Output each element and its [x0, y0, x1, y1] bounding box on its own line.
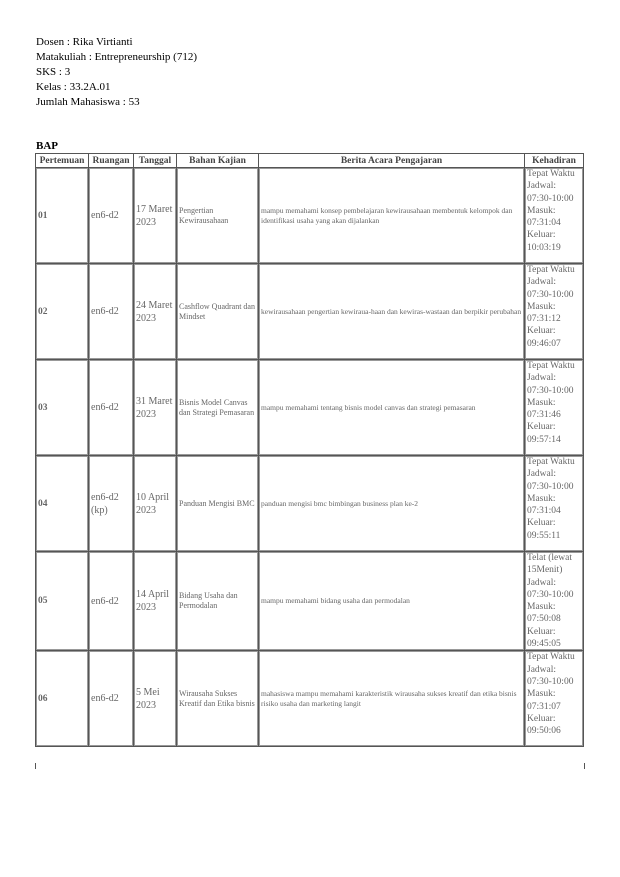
header-bahan-kajian: Bahan Kajian — [177, 154, 259, 168]
header-kehadiran: Kehadiran — [525, 154, 584, 168]
tanggal-cell: 14 April 2023 — [134, 552, 177, 651]
kehadiran-cell — [525, 456, 584, 552]
tanggal-cell: 24 Maret 2023 — [134, 264, 177, 360]
berita-acara-cell: kewirausahaan pengertian kewiraua-haan dan kewiras-wastaan dan berpikir perubahan — [259, 264, 525, 360]
kehadiran-line: 10:03:19 — [527, 242, 561, 253]
kehadiran-line: Keluar: — [527, 713, 556, 724]
kehadiran-line: Tepat Waktu — [527, 265, 575, 275]
kehadiran-line: 07:30-10:00 — [527, 385, 574, 396]
tanggal-cell: 5 Mei 2023 — [134, 651, 177, 747]
kehadiran-line: 07:30-10:00 — [527, 676, 574, 687]
kehadiran-line: 07:50:08 — [527, 614, 561, 625]
berita-acara-cell: panduan mengisi bmc bimbingan business plan ke-2 — [259, 456, 525, 552]
bap-table — [35, 153, 584, 747]
header-berita-acara: Berita Acara Pengajaran — [259, 154, 525, 168]
bap-title: BAP — [36, 140, 58, 152]
pertemuan-cell: 02 — [36, 264, 89, 360]
kehadiran-line: Keluar: — [527, 518, 556, 529]
header-pertemuan: Pertemuan — [36, 154, 89, 168]
kehadiran-line: 09:55:11 — [527, 530, 561, 541]
table-row — [36, 360, 584, 456]
header-tanggal: Tanggal — [134, 154, 177, 168]
kehadiran-line: 09:46:07 — [527, 338, 561, 349]
credits-line: SKS : 3 — [36, 66, 71, 78]
kehadiran-line: Masuk: — [527, 602, 556, 613]
ruangan-cell: en6-d2 (kp) — [89, 456, 134, 552]
table-row — [36, 552, 584, 651]
course-info — [36, 35, 197, 110]
kehadiran-line: Tepat Waktu — [527, 457, 575, 467]
kehadiran-line: 07:30-10:00 — [527, 481, 574, 492]
lecturer-line: Dosen : Rika Virtianti — [36, 36, 133, 48]
kehadiran-line: Masuk: — [527, 301, 556, 312]
bahan-kajian-cell: Wirausaha Sukses Kreatif dan Etika bisnis — [177, 651, 259, 747]
kehadiran-line: Jadwal: — [527, 373, 557, 384]
berita-acara-cell: mahasiswa mampu memahami karakteristik wirausaha sukses kreatif dan etika bisnis risiko usaha dan marketing langit — [259, 651, 525, 747]
table-header-row — [36, 154, 584, 168]
kehadiran-line: Keluar: — [527, 230, 556, 241]
bahan-kajian-cell: Cashflow Quadrant dan Mindset — [177, 264, 259, 360]
kehadiran-line: Masuk: — [527, 689, 556, 700]
kehadiran-line: 07:30-10:00 — [527, 289, 574, 300]
kehadiran-line: 07:31:46 — [527, 410, 561, 421]
student-count-line: Jumlah Mahasiswa : 53 — [36, 96, 140, 108]
kehadiran-line: Telat (lewat — [527, 553, 572, 563]
course-line: Matakuliah : Entrepreneurship (712) — [36, 51, 197, 63]
kehadiran-line: 07:30-10:00 — [527, 193, 574, 204]
bahan-kajian-cell: Panduan Mengisi BMC — [177, 456, 259, 552]
table-row — [36, 651, 584, 747]
kehadiran-line: Jadwal: — [527, 277, 557, 288]
kehadiran-line: Masuk: — [527, 205, 556, 216]
kehadiran-line: Masuk: — [527, 397, 556, 408]
kehadiran-line: 07:31:07 — [527, 701, 561, 712]
tanggal-cell: 17 Maret 2023 — [134, 168, 177, 264]
pertemuan-cell: 01 — [36, 168, 89, 264]
tanggal-cell: 31 Maret 2023 — [134, 360, 177, 456]
kehadiran-line: Keluar: — [527, 326, 556, 337]
ruangan-cell: en6-d2 — [89, 168, 134, 264]
ruangan-cell: en6-d2 — [89, 651, 134, 747]
ruangan-cell: en6-d2 — [89, 360, 134, 456]
berita-acara-cell: mampu memahami tentang bisnis model canvas dan strategi pemasaran — [259, 360, 525, 456]
kehadiran-line: 09:57:14 — [527, 434, 561, 445]
kehadiran-line: Jadwal: — [527, 181, 557, 192]
berita-acara-cell: mampu memahami bidang usaha dan permodalan — [259, 552, 525, 651]
kehadiran-cell — [525, 552, 584, 651]
kehadiran-line: 07:30-10:00 — [527, 589, 574, 600]
bahan-kajian-cell: Pengertian Kewirausahaan — [177, 168, 259, 264]
kehadiran-cell — [525, 651, 584, 747]
kehadiran-line: Keluar: — [527, 626, 556, 637]
kehadiran-cell — [525, 264, 584, 360]
bahan-kajian-cell: Bisnis Model Canvas dan Strategi Pemasaran — [177, 360, 259, 456]
table-body — [36, 168, 584, 747]
berita-acara-cell: mampu memahami konsep pembelajaran kewirausahaan membentuk kelompok dan identifikasi usaha yang akan dijalankan — [259, 168, 525, 264]
kehadiran-line: 07:31:12 — [527, 314, 561, 325]
kehadiran-line: 07:31:04 — [527, 218, 561, 229]
kehadiran-line: Tepat Waktu — [527, 652, 575, 663]
kehadiran-cell — [525, 168, 584, 264]
kehadiran-line: Jadwal: — [527, 469, 557, 480]
table-row — [36, 456, 584, 552]
kehadiran-line: Tepat Waktu — [527, 169, 575, 179]
bahan-kajian-cell: Bidang Usaha dan Permodalan — [177, 552, 259, 651]
kehadiran-line: 09:45:05 — [527, 639, 561, 650]
pertemuan-cell: 06 — [36, 651, 89, 747]
class-line: Kelas : 33.2A.01 — [36, 81, 111, 93]
pertemuan-cell: 04 — [36, 456, 89, 552]
kehadiran-line: Tepat Waktu — [527, 361, 575, 371]
header-ruangan: Ruangan — [89, 154, 134, 168]
kehadiran-line: Masuk: — [527, 493, 556, 504]
kehadiran-cell — [525, 360, 584, 456]
tanggal-cell: 10 April 2023 — [134, 456, 177, 552]
kehadiran-line: 07:31:04 — [527, 506, 561, 517]
ruangan-cell: en6-d2 — [89, 552, 134, 651]
kehadiran-line: 09:50:06 — [527, 726, 561, 737]
kehadiran-line: Jadwal: — [527, 577, 557, 588]
kehadiran-line: Keluar: — [527, 422, 556, 433]
table-row — [36, 264, 584, 360]
pertemuan-cell: 05 — [36, 552, 89, 651]
kehadiran-line: Jadwal: — [527, 664, 557, 675]
kehadiran-line: 15Menit) — [527, 565, 563, 576]
table-row — [36, 168, 584, 264]
table-continuation — [35, 763, 585, 769]
pertemuan-cell: 03 — [36, 360, 89, 456]
ruangan-cell: en6-d2 — [89, 264, 134, 360]
